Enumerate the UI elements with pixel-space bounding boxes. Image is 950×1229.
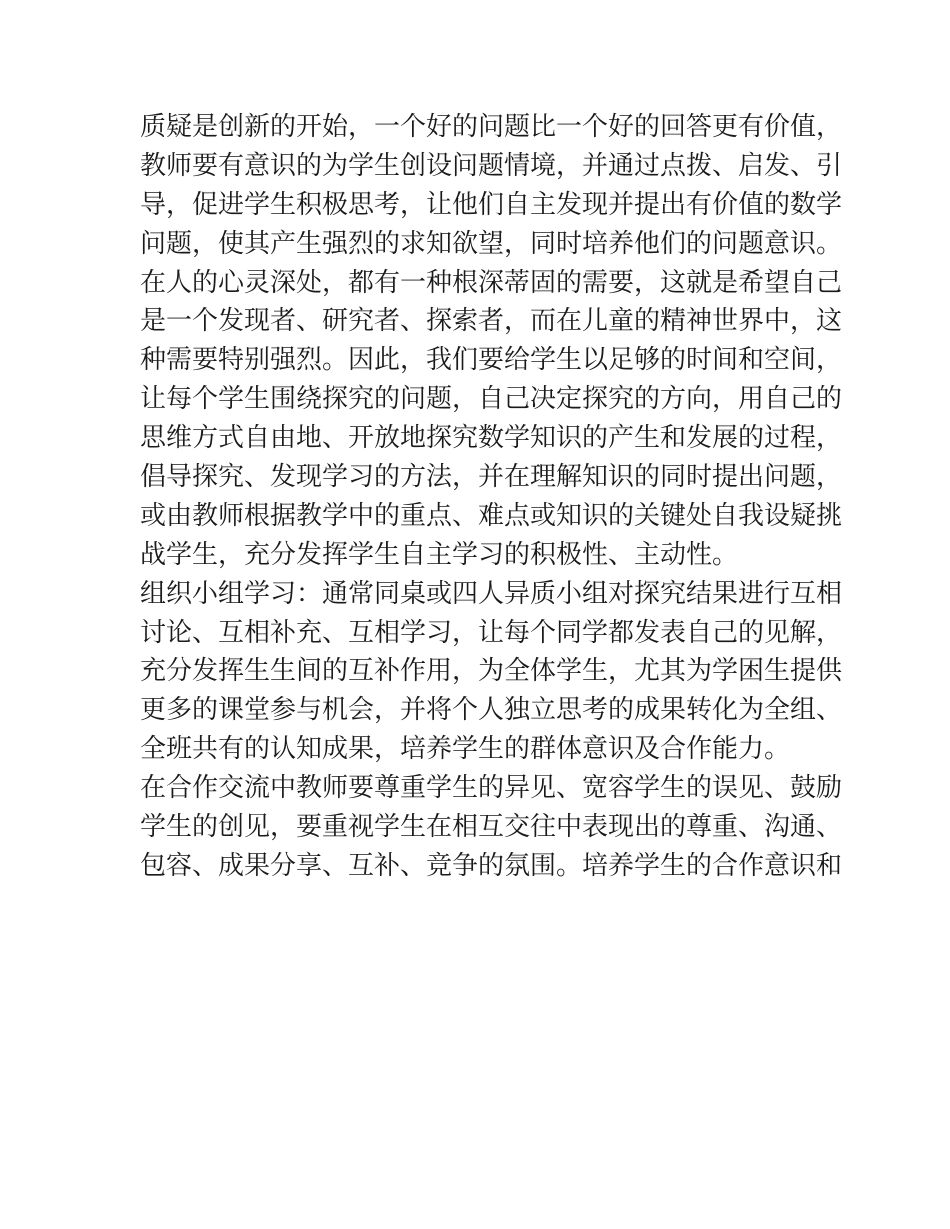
text-line: 讨论、互相补充、互相学习，让每个同学都发表自己的见解， — [140, 617, 843, 648]
text-line: 倡导探究、发现学习的方法，并在理解知识的同时提出问题， — [140, 462, 843, 493]
text-line: 在合作交流中教师要尊重学生的异见、宽容学生的误见、鼓励 — [140, 773, 843, 804]
text-line: 问题，使其产生强烈的求知欲望，同时培养他们的问题意识。 — [140, 228, 843, 259]
text-line: 导，促进学生积极思考，让他们自主发现并提出有价值的数学 — [140, 189, 843, 220]
document-body — [140, 108, 843, 886]
text-line: 质疑是创新的开始，一个好的问题比一个好的回答更有价值， — [140, 112, 843, 142]
text-line: 种需要特别强烈。因此，我们要给学生以足够的时间和空间， — [140, 345, 843, 376]
text-line: 让每个学生围绕探究的问题，自己决定探究的方向，用自己的 — [140, 384, 843, 415]
text-line: 包容、成果分享、互补、竞争的氛围。培养学生的合作意识和 — [140, 850, 843, 881]
text-line: 充分发挥生生间的互补作用，为全体学生，尤其为学困生提供 — [140, 656, 843, 687]
text-line: 更多的课堂参与机会，并将个人独立思考的成果转化为全组、 — [140, 695, 843, 726]
text-line: 思维方式自由地、开放地探究数学知识的产生和发展的过程， — [140, 423, 843, 454]
text-line: 在人的心灵深处，都有一种根深蒂固的需要，这就是希望自己 — [140, 267, 843, 298]
text-line: 教师要有意识的为学生创设问题情境，并通过点拨、启发、引 — [140, 150, 843, 181]
text-line: 组织小组学习：通常同桌或四人异质小组对探究结果进行互相 — [140, 578, 843, 609]
text-line: 或由教师根据教学中的重点、难点或知识的关键处自我设疑挑 — [140, 500, 843, 531]
text-line: 全班共有的认知成果，培养学生的群体意识及合作能力。 — [140, 734, 791, 765]
text-line: 战学生，充分发挥学生自主学习的积极性、主动性。 — [140, 539, 739, 570]
text-line: 学生的创见，要重视学生在相互交往中表现出的尊重、沟通、 — [140, 812, 843, 843]
text-line: 是一个发现者、研究者、探索者，而在儿童的精神世界中，这 — [140, 306, 843, 337]
